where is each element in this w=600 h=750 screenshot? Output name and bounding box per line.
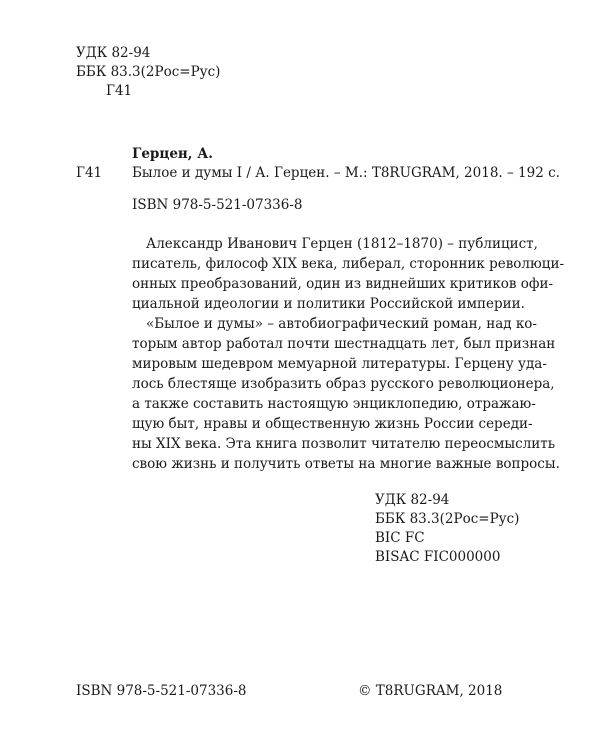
classification-bisac: BISAC FIC000000 bbox=[375, 549, 501, 565]
entry-title-line: Былое и думы I / А. Герцен. – М.: T8RUGRAM, 2018. – 192 с. bbox=[132, 165, 560, 181]
annotation-line: а также составить настоящую энциклопедию, отражаю- bbox=[132, 396, 536, 412]
annotation-line: щую быт, нравы и общественную жизнь России середи- bbox=[132, 416, 533, 432]
annotation-line: лось блестяще изобразить образ русского революционера, bbox=[132, 376, 555, 392]
header-bbk: ББК 83.3(2Рос=Рус) bbox=[76, 64, 221, 80]
classification-bbk: ББК 83.3(2Рос=Рус) bbox=[375, 511, 520, 527]
entry-sign: Г41 bbox=[76, 165, 103, 181]
classification-bic: BIC FC bbox=[375, 530, 425, 546]
annotation-line: Александр Иванович Герцен (1812–1870) – публицист, bbox=[146, 236, 538, 252]
footer-copyright: © T8RUGRAM, 2018 bbox=[358, 683, 503, 699]
annotation-line: мировым шедевром мемуарной литературы. Герцену уда- bbox=[132, 356, 547, 372]
header-udk: УДК 82-94 bbox=[76, 45, 151, 61]
footer-isbn: ISBN 978-5-521-07336-8 bbox=[76, 683, 247, 699]
entry-author: Герцен, А. bbox=[132, 146, 213, 162]
annotation-line: циальной идеологии и политики Российской империи. bbox=[132, 296, 525, 312]
header-author-sign: Г41 bbox=[106, 83, 133, 99]
entry-isbn: ISBN 978-5-521-07336-8 bbox=[132, 197, 303, 213]
annotation-line: онных преобразований, один из виднейших критиков офи- bbox=[132, 276, 554, 292]
annotation-line: свою жизнь и получить ответы на многие важные вопросы. bbox=[132, 456, 560, 472]
annotation-line: писатель, философ XIX века, либерал, сторонник революци- bbox=[132, 256, 565, 272]
classification-udk: УДК 82-94 bbox=[375, 492, 450, 508]
annotation-line: торым автор работал почти шестнадцать лет, был признан bbox=[132, 336, 556, 352]
annotation-line: «Былое и думы» – автобиографический роман, над ко- bbox=[146, 316, 537, 332]
annotation-line: ны XIX века. Эта книга позволит читателю переосмыслить bbox=[132, 436, 556, 452]
